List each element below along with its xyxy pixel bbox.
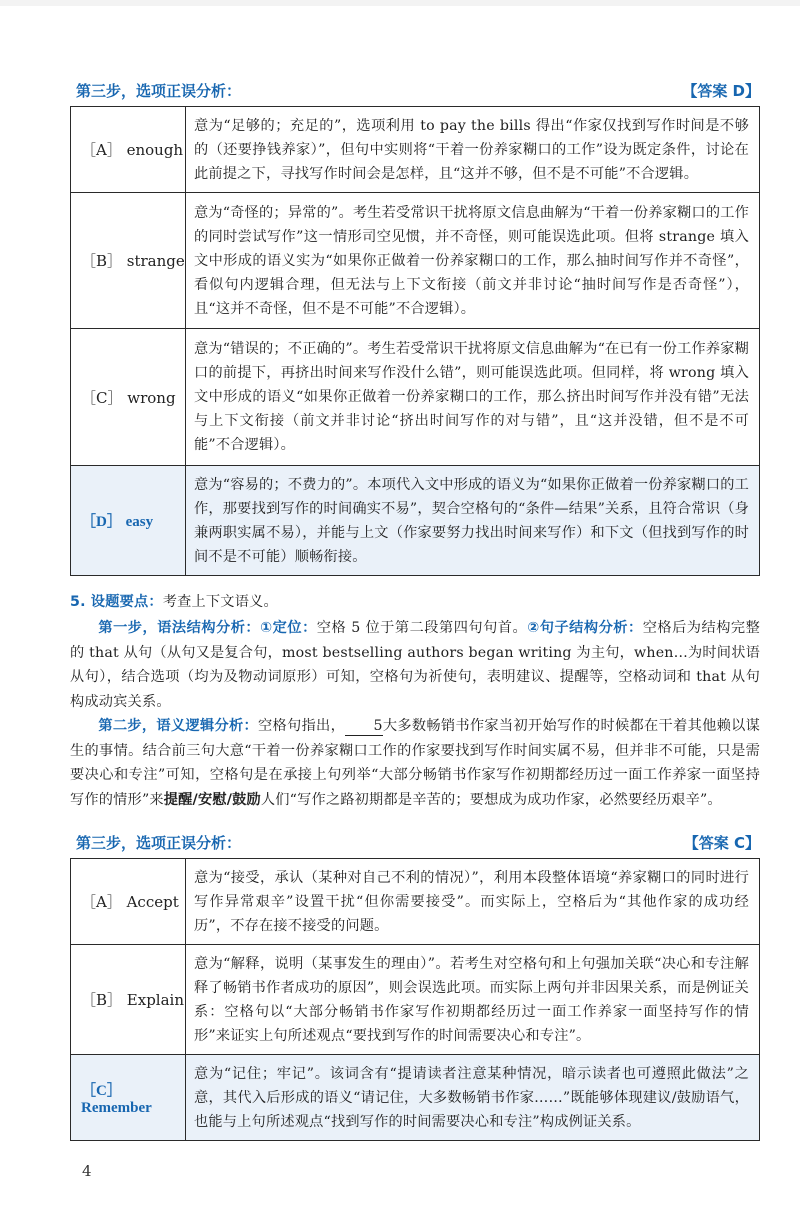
step3-title: 第三步，选项正误分析： — [76, 833, 242, 852]
item5-head-label: 5. 设题要点： — [70, 594, 163, 610]
step3-title: 第三步，选项正误分析： — [76, 81, 242, 100]
option-explanation: 意为“接受，承认（某种对自己不利的情况）”，利用本段整体语境“养家糊口的同时进行写作异常艰辛”设置干扰“但你需要接受”。而实际上，空格后为“其他作家的成功经历”，不存在接不接受的问题。 — [186, 859, 760, 945]
step1-sub1-label: ①定位： — [260, 620, 317, 636]
step2-bold: 提醒/安慰/鼓励 — [163, 791, 261, 808]
option-explanation: 意为“解释，说明（某事发生的理由）”。若考生对空格句和上句强加关联“决心和专注解释了畅销书作者成功的原因”，则会误选此项。而实际上两句并非因果关系，而是例证关系：空格句以“大部分畅销书作家写作初期都经历过一面工作养家一面坚持写作的情形”来证实上句所述观点“要找到写作的时间需要决心和专注”。 — [186, 945, 760, 1055]
option-row-correct — [71, 466, 760, 576]
answer-badge: 【答案 D】 — [682, 81, 760, 100]
step2-paragraph — [70, 714, 760, 812]
option-row-correct — [71, 1055, 760, 1141]
option-row — [71, 329, 760, 466]
step1-sub2-label: ②句子结构分析： — [527, 620, 643, 636]
option-label-correct: ［C］ Remember — [71, 1055, 186, 1141]
option-row — [71, 193, 760, 329]
option-explanation: 意为“足够的；充足的”，选项利用 to pay the bills 得出“作家仅找到写作时间是不够的（还要挣钱养家）”，但句中实则将“干着一份养家糊口的工作”设为既定条件，讨论在此前提之下，寻找写作时间会是怎样，且“这并不够，但不是不可能”不合逻辑。 — [186, 107, 760, 193]
option-label: ［B］ strange — [71, 193, 186, 329]
item5-head-text: 考查上下文语义。 — [162, 594, 278, 610]
option-explanation: 意为“记住；牢记”。该词含有“提请读者注意某种情况，暗示读者也可遵照此做法”之意，其代入后形成的语义“请记住，大多数畅销书作家……”既能够体现建议/鼓励语气，也能与上句所述观点“找到写作的时间需要决心和专注”构成例证关系。 — [186, 1055, 760, 1141]
page-number: 4 — [82, 1162, 92, 1180]
step1-label: 第一步，语法结构分析： — [98, 620, 261, 636]
option-label: ［A］ enough — [71, 107, 186, 193]
step2-pre: 空格句指出， — [258, 718, 346, 734]
options-table-c — [70, 858, 760, 1141]
option-label-correct: ［D］ easy — [71, 466, 186, 576]
answer-badge: 【答案 C】 — [683, 833, 760, 852]
option-row — [71, 107, 760, 193]
option-explanation: 意为“错误的；不正确的”。考生若受常识干扰将原文信息曲解为“在已有一份工作养家糊口的前提下，再挤出时间来写作没什么错”，则可能误选此项。但同样，将 wrong 填入文中形成的语义“如果你正做着一份养家糊口的工作，那么挤出时间写作并没有错”无法与上下文衔接（前文并非讨论“挤出时间写作的对与错”，且“这并没错，但不是不可能”不合逻辑）。 — [186, 329, 760, 466]
option-row — [71, 859, 760, 945]
step3-header-c — [76, 830, 760, 854]
options-table-d — [70, 106, 760, 576]
option-label: ［C］ wrong — [71, 329, 186, 466]
step1-paragraph — [70, 616, 760, 714]
step2-text2: 人们“写作之路初期都是辛苦的；要想成为成功作家，必然要经历艰辛”。 — [260, 791, 722, 808]
option-row — [71, 945, 760, 1055]
page-top-edge — [0, 0, 800, 6]
option-explanation: 意为“容易的；不费力的”。本项代入文中形成的语义为“如果你正做着一份养家糊口的工作，那要找到写作的时间确实不易”，契合空格句的“条件—结果”关系，且符合常识（身兼两职实属不易），并能与上文（作家要努力找出时间来写作）和下文（但找到写作的时间不是不可能）顺畅衔接。 — [186, 466, 760, 576]
option-label: ［B］ Explain — [71, 945, 186, 1055]
step2-label: 第二步，语义逻辑分析： — [98, 718, 259, 734]
blank-5: 5 — [345, 717, 383, 736]
step2-text1: 大多数畅销书作家当初开始写作的时候都在干着其他赖以谋生的事情。结合前三句大意“干着一份养家糊口工作的作家要找到写作时间实属不易，但并非不可能，只是需要决心和专注”可知，空格句是在承接上句列举“大部分畅销书作家写作初期都经历过一面工作养家一面坚持写作的情形”来 — [70, 718, 761, 808]
step3-header-d — [76, 78, 760, 102]
option-explanation: 意为“奇怪的；异常的”。考生若受常识干扰将原文信息曲解为“干着一份养家糊口的工作的同时尝试写作”这一情形司空见惯，并不奇怪，则可能误选此项。但将 strange 填入文中形成的语义实为“如果你正做着一份养家糊口的工作，那么抽时间写作并不奇怪”，看似句内逻辑合理，但无法与上下文衔接（前文并非讨论“抽时间写作是否奇怪”），且“这并不奇怪，但不是不可能”不合逻辑）。 — [186, 193, 760, 329]
step1-text1: 空格 5 位于第二段第四句句首。 — [316, 620, 528, 636]
item5-heading — [70, 590, 760, 615]
option-label: ［A］ Accept — [71, 859, 186, 945]
step1-text2: 空格后为结构完整的 that 从句（从句又是复合句，most bestselling authors began writing 为主句，when…为时间状语从句），结合选项（均为及物动词原形）可知，空格句为祈使句，表明建议、提醒等，空格动词和 that 从句构成动宾关系。 — [70, 620, 761, 710]
